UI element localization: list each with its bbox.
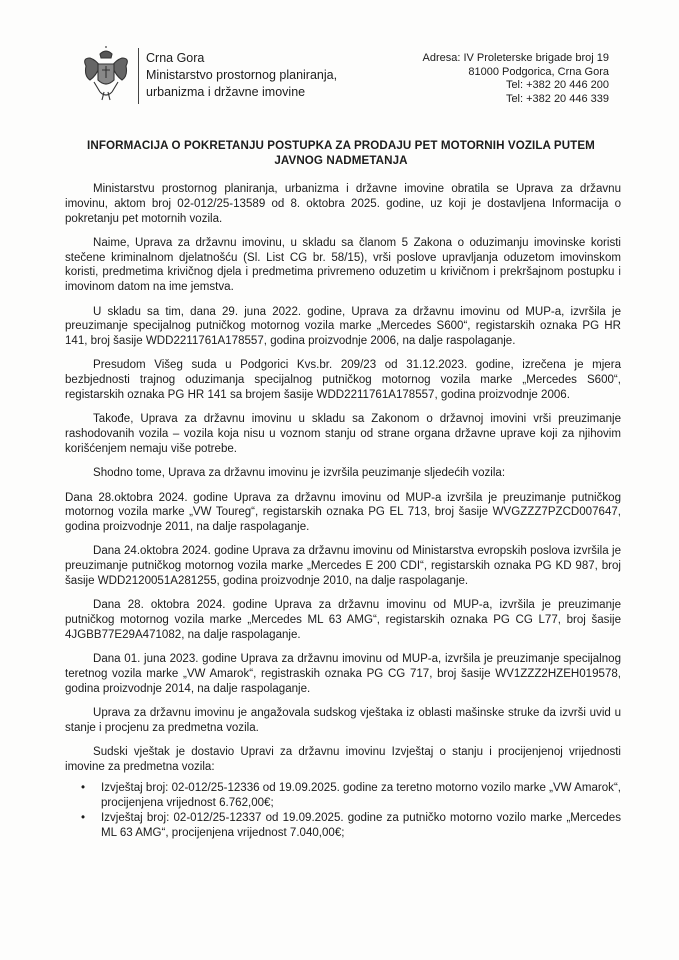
paragraph: Naime, Uprava za državnu imovinu, u skladu sa članom 5 Zakona o oduzimanju imovinske koristi stečene kriminalnom djelatnošću (Sl. List CG br. 58/15), vrši poslove upravljanja oduzetom imovinskom koristi, predmetima krivičnog djela i predmetima privremeno oduzetim u krivičnom i prekršajnom postupku i imovinom datom na ime jemstva. [65, 236, 621, 294]
organization-block [146, 50, 337, 101]
paragraph: Presudom Višeg suda u Podgorici Kvs.br. 209/23 od 31.12.2023. godine, izrečena je mjera bezbjednosti trajnog oduzimanja specijalnog putničkog motornog vozila marke „Mercedes S600“, registarskih oznaka PG HR 141 sa brojem šasije WDD2211761A178557, godina proizvodnje 2006. [65, 359, 621, 402]
paragraph: Uprava za državnu imovinu je angažovala sudskog vještaka iz oblasti mašinske struke da izvrši uvid u stanje i procjenu za predmetna vozila. [65, 707, 621, 734]
bullet-icon: • [81, 781, 86, 794]
paragraph: Dana 01. juna 2023. godine Uprava za državnu imovinu od MUP-a, izvršila je preuzimanje specijalnog teretnog vozila marke „VW Amarok“, registraskih oznaka PG CG 717, broj šasije WV1ZZZ2HZEH019578, godina proizvodnje 2014, na dalje raspolaganje. [65, 653, 621, 695]
org-line: Ministarstvo prostornog planiranja, [146, 68, 338, 82]
city-line: 81000 Podgorica, Crna Gora [468, 65, 609, 78]
list-item-text: Izvještaj broj: 02-012/25-12336 od 19.09.2025. godine za teretno motorno vozilo marke „VW Amarok“, procijenjena vrijednost 6.762,00€; [101, 781, 621, 809]
coat-of-arms-icon [80, 46, 132, 102]
header-divider [138, 48, 139, 104]
list-item-text: Izvještaj broj: 02-012/25-12337 od 19.09.2025. godine za putničko motorno vozilo marke „Mercedes ML 63 AMG“, procijenjena vrijednost 7.040,00€; [101, 812, 621, 840]
paragraph: U skladu sa tim, dana 29. juna 2022. godine, Uprava za državnu imovinu od MUP-a, izvršila je preuzimanje specijalnog putničkog motornog vozila marke „Mercedes S600“, registarskih oznaka PG HR 141, broj šasije WDD2211761A178557, godina proizvodnje 2006, na dalje raspolaganje. [65, 305, 621, 348]
title-line: INFORMACIJA O POKRETANJU POSTUPKA ZA PRODAJU PET MOTORNIH VOZILA PUTEM [87, 139, 595, 152]
org-line: Crna Gora [146, 51, 205, 65]
phone-line: Tel: +382 20 446 339 [505, 92, 609, 105]
bullet-icon: • [81, 812, 86, 825]
paragraph: Sudski vještak je dostavio Upravi za državnu imovinu Izvještaj o stanju i procijenjenoj vrijednosti imovine za predmetna vozila: [65, 746, 621, 773]
paragraph: Dana 24.oktobra 2024. godine Uprava za državnu imovinu od Ministarstva evropskih poslova izvršila je preuzimanje putničkog motornog vozila marke „Mercedes E 200 CDI“, registarskih oznaka PG KD 987, broj šasije WDD2120051A281255, godina proizvodnje 2010, na dalje raspolaganje. [65, 545, 621, 588]
list-item [65, 811, 621, 841]
contact-block [359, 52, 609, 106]
title-line: JAVNOG NADMETANJA [274, 154, 408, 167]
document-title [60, 138, 622, 168]
paragraph: Shodno tome, Uprava za državnu imovinu je izvršila peuzimanje sljedećih vozila: [93, 467, 506, 480]
org-line: urbanizma i državne imovine [146, 85, 306, 99]
paragraph: Dana 28.oktobra 2024. godine Uprava za državnu imovinu od MUP-a izvršila je preuzimanje putničkog motornog vozila marke „VW Toureg“, registarskih oznaka PG EL 713, broj šasije WVGZZZ7PZCD007647, godina proizvodnje 2011, na dalje raspolaganje. [65, 491, 621, 534]
address-line: Adresa: IV Proleterske brigade broj 19 [422, 52, 609, 64]
paragraph: Takođe, Uprava za državnu imovinu u skladu sa Zakonom o državnoj imovini vrši preuzimanje rashodovanih vozila – vozila koja nisu u voznom stanju od strane organa državne uprave koji za njihovim korišćenjem nemaju više potrebe. [65, 413, 621, 455]
phone-line: Tel: +382 20 446 200 [505, 79, 609, 91]
list-item [65, 781, 621, 811]
report-list [65, 781, 621, 841]
paragraph: Dana 28. oktobra 2024. godine Uprava za državnu imovinu od MUP-a, izvršila je preuzimanje putničkog motornog vozila marke „Mercedes ML 63 AMG“, registarskih oznaka PG CG L77, broj šasije 4JGBB77E29A471082, na dalje raspolaganje. [65, 599, 621, 641]
paragraph: Ministarstvu prostornog planiranja, urbanizma i državne imovine obratila se Uprava za državnu imovinu, aktom broj 02-012/25-13589 od 8. oktobra 2025. godine, uz koji je dostavljena Informacija o pokretanju pet motornih vozila. [65, 183, 621, 225]
document-body [65, 182, 621, 842]
